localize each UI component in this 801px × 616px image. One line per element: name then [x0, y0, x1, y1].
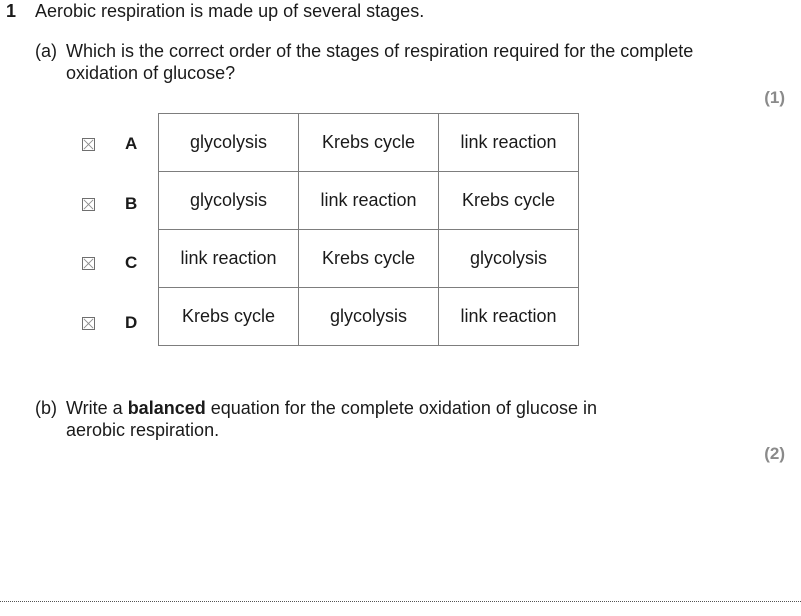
part-b-text-line1: [66, 397, 746, 419]
stages-table: [158, 113, 579, 346]
part-a-label: (a): [35, 41, 57, 61]
table-row-d: [159, 288, 579, 346]
part-b-text-pre: Write a: [66, 398, 128, 418]
part-b-text-line2: aerobic respiration.: [66, 420, 220, 440]
option-a-letter: A: [125, 134, 138, 153]
option-a-checkbox[interactable]: [82, 138, 95, 151]
part-b-marks: (2): [764, 444, 785, 463]
checkbox-cross-icon: [83, 199, 94, 210]
question-number: 1: [6, 1, 17, 21]
table-row-b: [159, 172, 579, 230]
part-b-text: [66, 397, 746, 441]
table-cell: link reaction: [159, 230, 299, 288]
table-cell: Krebs cycle: [299, 114, 439, 172]
question-intro: Aerobic respiration is made up of several stages.: [35, 1, 425, 21]
table-cell: link reaction: [439, 288, 579, 346]
option-b-checkbox[interactable]: [82, 198, 95, 211]
part-b-label: (b): [35, 398, 57, 418]
part-b-text-post: equation for the complete oxidation of glucose in: [205, 398, 597, 418]
option-a[interactable]: [82, 134, 137, 154]
table-cell: Krebs cycle: [299, 230, 439, 288]
table-cell: glycolysis: [299, 288, 439, 346]
option-d-checkbox[interactable]: [82, 317, 95, 330]
option-c-checkbox[interactable]: [82, 257, 95, 270]
part-a-text-line1: Which is the correct order of the stages of respiration required for the complete: [66, 41, 694, 61]
option-b-letter: B: [125, 194, 138, 213]
table-cell: glycolysis: [159, 114, 299, 172]
part-a-text: [66, 40, 746, 84]
table-cell: link reaction: [299, 172, 439, 230]
part-a-marks: (1): [764, 88, 785, 107]
table-cell: glycolysis: [439, 230, 579, 288]
option-c-letter: C: [125, 253, 138, 272]
table-cell: glycolysis: [159, 172, 299, 230]
option-c[interactable]: [82, 253, 137, 273]
option-b[interactable]: [82, 194, 137, 214]
answer-line[interactable]: [0, 601, 801, 602]
part-b-text-bold: balanced: [127, 398, 206, 418]
table-cell: Krebs cycle: [439, 172, 579, 230]
table-row-a: [159, 114, 579, 172]
option-d-letter: D: [125, 313, 138, 332]
part-a-text-line2: oxidation of glucose?: [66, 63, 236, 83]
checkbox-cross-icon: [83, 139, 94, 150]
checkbox-cross-icon: [83, 258, 94, 269]
table-cell: Krebs cycle: [159, 288, 299, 346]
option-d[interactable]: [82, 313, 137, 333]
table-row-c: [159, 230, 579, 288]
table-cell: link reaction: [439, 114, 579, 172]
checkbox-cross-icon: [83, 318, 94, 329]
